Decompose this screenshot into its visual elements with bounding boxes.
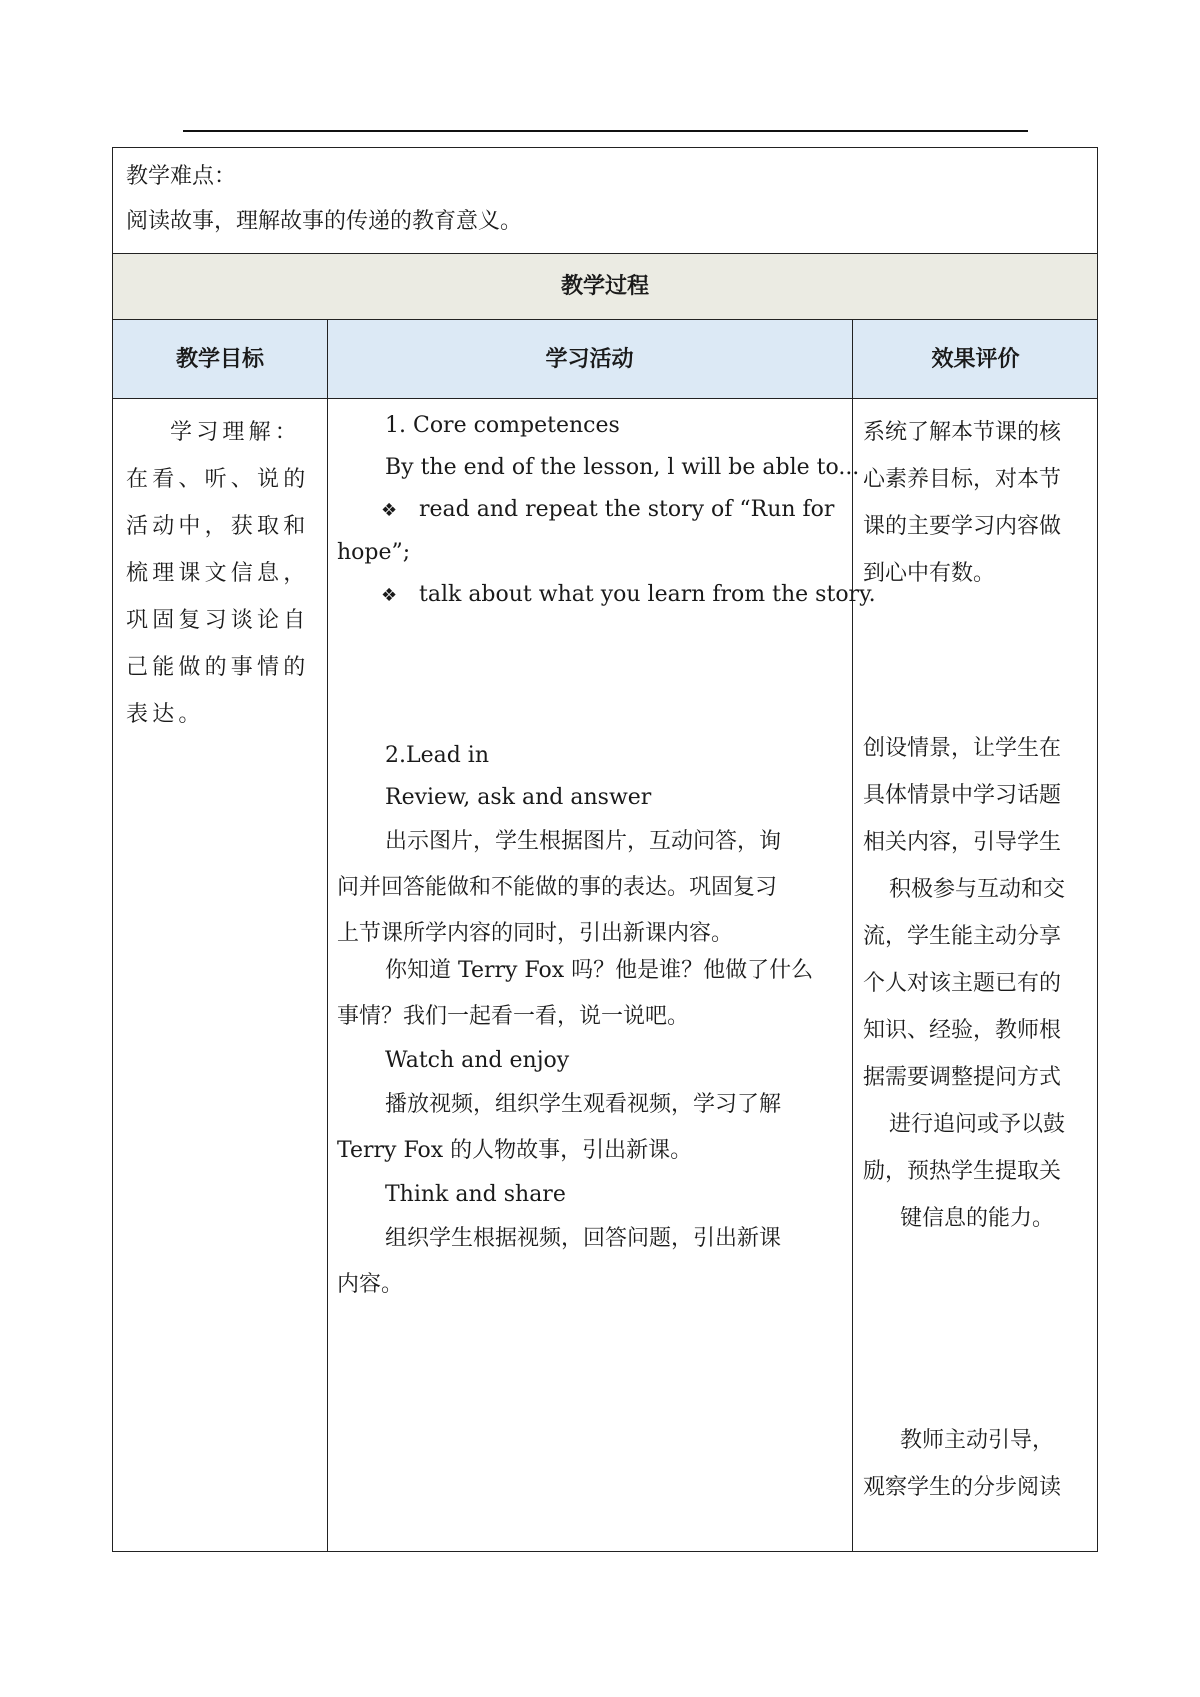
watch-text: Terry Fox 的人物故事，引出新课。 bbox=[337, 1138, 693, 1163]
review-title: Review, ask and answer bbox=[385, 785, 652, 810]
think-text: 组织学生根据视频，回答问题，引出新课 bbox=[385, 1226, 782, 1251]
activity-core-block bbox=[337, 405, 876, 617]
question-text: 事情？我们一起看一看，说一说吧。 bbox=[337, 1004, 690, 1029]
goal-line: 巩固复习谈论自 bbox=[126, 608, 310, 633]
process-row bbox=[113, 254, 1097, 320]
bullet-item bbox=[337, 489, 847, 532]
evaluation-block bbox=[863, 1417, 1091, 1511]
activity-story-block bbox=[337, 948, 847, 1308]
evaluation-line: 相关内容，引导学生 bbox=[863, 830, 1062, 855]
think-text: 内容。 bbox=[337, 1272, 404, 1297]
think-title: Think and share bbox=[385, 1182, 566, 1207]
evaluation-block bbox=[863, 725, 1091, 1242]
core-title: 1. Core competences bbox=[385, 413, 620, 438]
evaluation-line: 个人对该主题已有的 bbox=[863, 971, 1062, 996]
evaluation-line: 励，预热学生提取关 bbox=[863, 1159, 1062, 1184]
evaluation-line: 具体情景中学习话题 bbox=[863, 783, 1062, 808]
header-evaluation: 效果评价 bbox=[931, 347, 1020, 372]
column-header-row bbox=[113, 320, 1097, 399]
watch-text: 播放视频，组织学生观看视频，学习了解 bbox=[385, 1092, 782, 1117]
header-goal: 教学目标 bbox=[175, 347, 264, 372]
activity-lead-block bbox=[337, 735, 847, 957]
goal-line: 己能做的事情的 bbox=[126, 655, 310, 680]
content-row bbox=[113, 399, 1097, 1551]
evaluation-line: 据需要调整提问方式 bbox=[863, 1065, 1062, 1090]
goal-line: 在看、听、说的 bbox=[126, 467, 310, 492]
evaluation-line: 知识、经验，教师根 bbox=[863, 1018, 1062, 1043]
diamond-bullet-icon: ❖ bbox=[381, 585, 398, 606]
review-text: 上节课所学内容的同时，引出新课内容。 bbox=[337, 921, 734, 946]
review-text: 出示图片，学生根据图片，互动问答，询 bbox=[385, 829, 782, 854]
bullet-text: talk about what you learn from the story. bbox=[419, 582, 876, 607]
bullet-text: read and repeat the story of “Run for bbox=[419, 497, 835, 522]
evaluation-line: 进行追问或予以鼓 bbox=[888, 1112, 1065, 1137]
evaluation-block bbox=[863, 409, 1091, 597]
header-rule bbox=[183, 130, 1028, 132]
watch-title: Watch and enjoy bbox=[385, 1048, 570, 1073]
evaluation-line: 创设情景，让学生在 bbox=[863, 736, 1062, 761]
lead-title: 2.Lead in bbox=[385, 743, 490, 768]
difficulty-title: 教学难点： bbox=[126, 164, 237, 189]
evaluation-line: 到心中有数。 bbox=[863, 561, 996, 586]
diamond-bullet-icon: ❖ bbox=[381, 500, 398, 521]
goal-cell bbox=[126, 409, 316, 738]
review-text: 问并回答能做和不能做的事的表达。巩固复习 bbox=[337, 875, 778, 900]
bullet-text-continued: hope”; bbox=[337, 540, 411, 565]
evaluation-line: 观察学生的分步阅读 bbox=[863, 1475, 1062, 1500]
core-intro: By the end of the lesson, l will be able to... bbox=[385, 455, 860, 480]
difficulty-row bbox=[113, 148, 1097, 254]
question-text: 你知道 Terry Fox 吗？他是谁？他做了什么 bbox=[385, 958, 814, 983]
goal-line: 活动中，获取和 bbox=[126, 514, 310, 539]
bullet-item bbox=[337, 574, 876, 617]
evaluation-line: 积极参与互动和交 bbox=[888, 877, 1065, 902]
evaluation-line: 键信息的能力。 bbox=[899, 1206, 1054, 1231]
goal-line: 梳理课文信息， bbox=[126, 561, 310, 586]
evaluation-line: 流，学生能主动分享 bbox=[863, 924, 1062, 949]
process-title: 教学过程 bbox=[560, 274, 649, 299]
evaluation-line: 心素养目标，对本节 bbox=[863, 467, 1062, 492]
evaluation-line: 系统了解本节课的核 bbox=[863, 420, 1062, 445]
evaluation-line: 课的主要学习内容做 bbox=[863, 514, 1062, 539]
header-activity: 学习活动 bbox=[545, 347, 634, 372]
evaluation-line: 教师主动引导， bbox=[899, 1428, 1054, 1453]
difficulty-text: 阅读故事，理解故事的传递的教育意义。 bbox=[126, 209, 523, 234]
goal-line: 表达。 bbox=[126, 702, 205, 727]
lesson-plan-table bbox=[112, 147, 1098, 1552]
goal-line: 学习理解： bbox=[170, 420, 302, 445]
